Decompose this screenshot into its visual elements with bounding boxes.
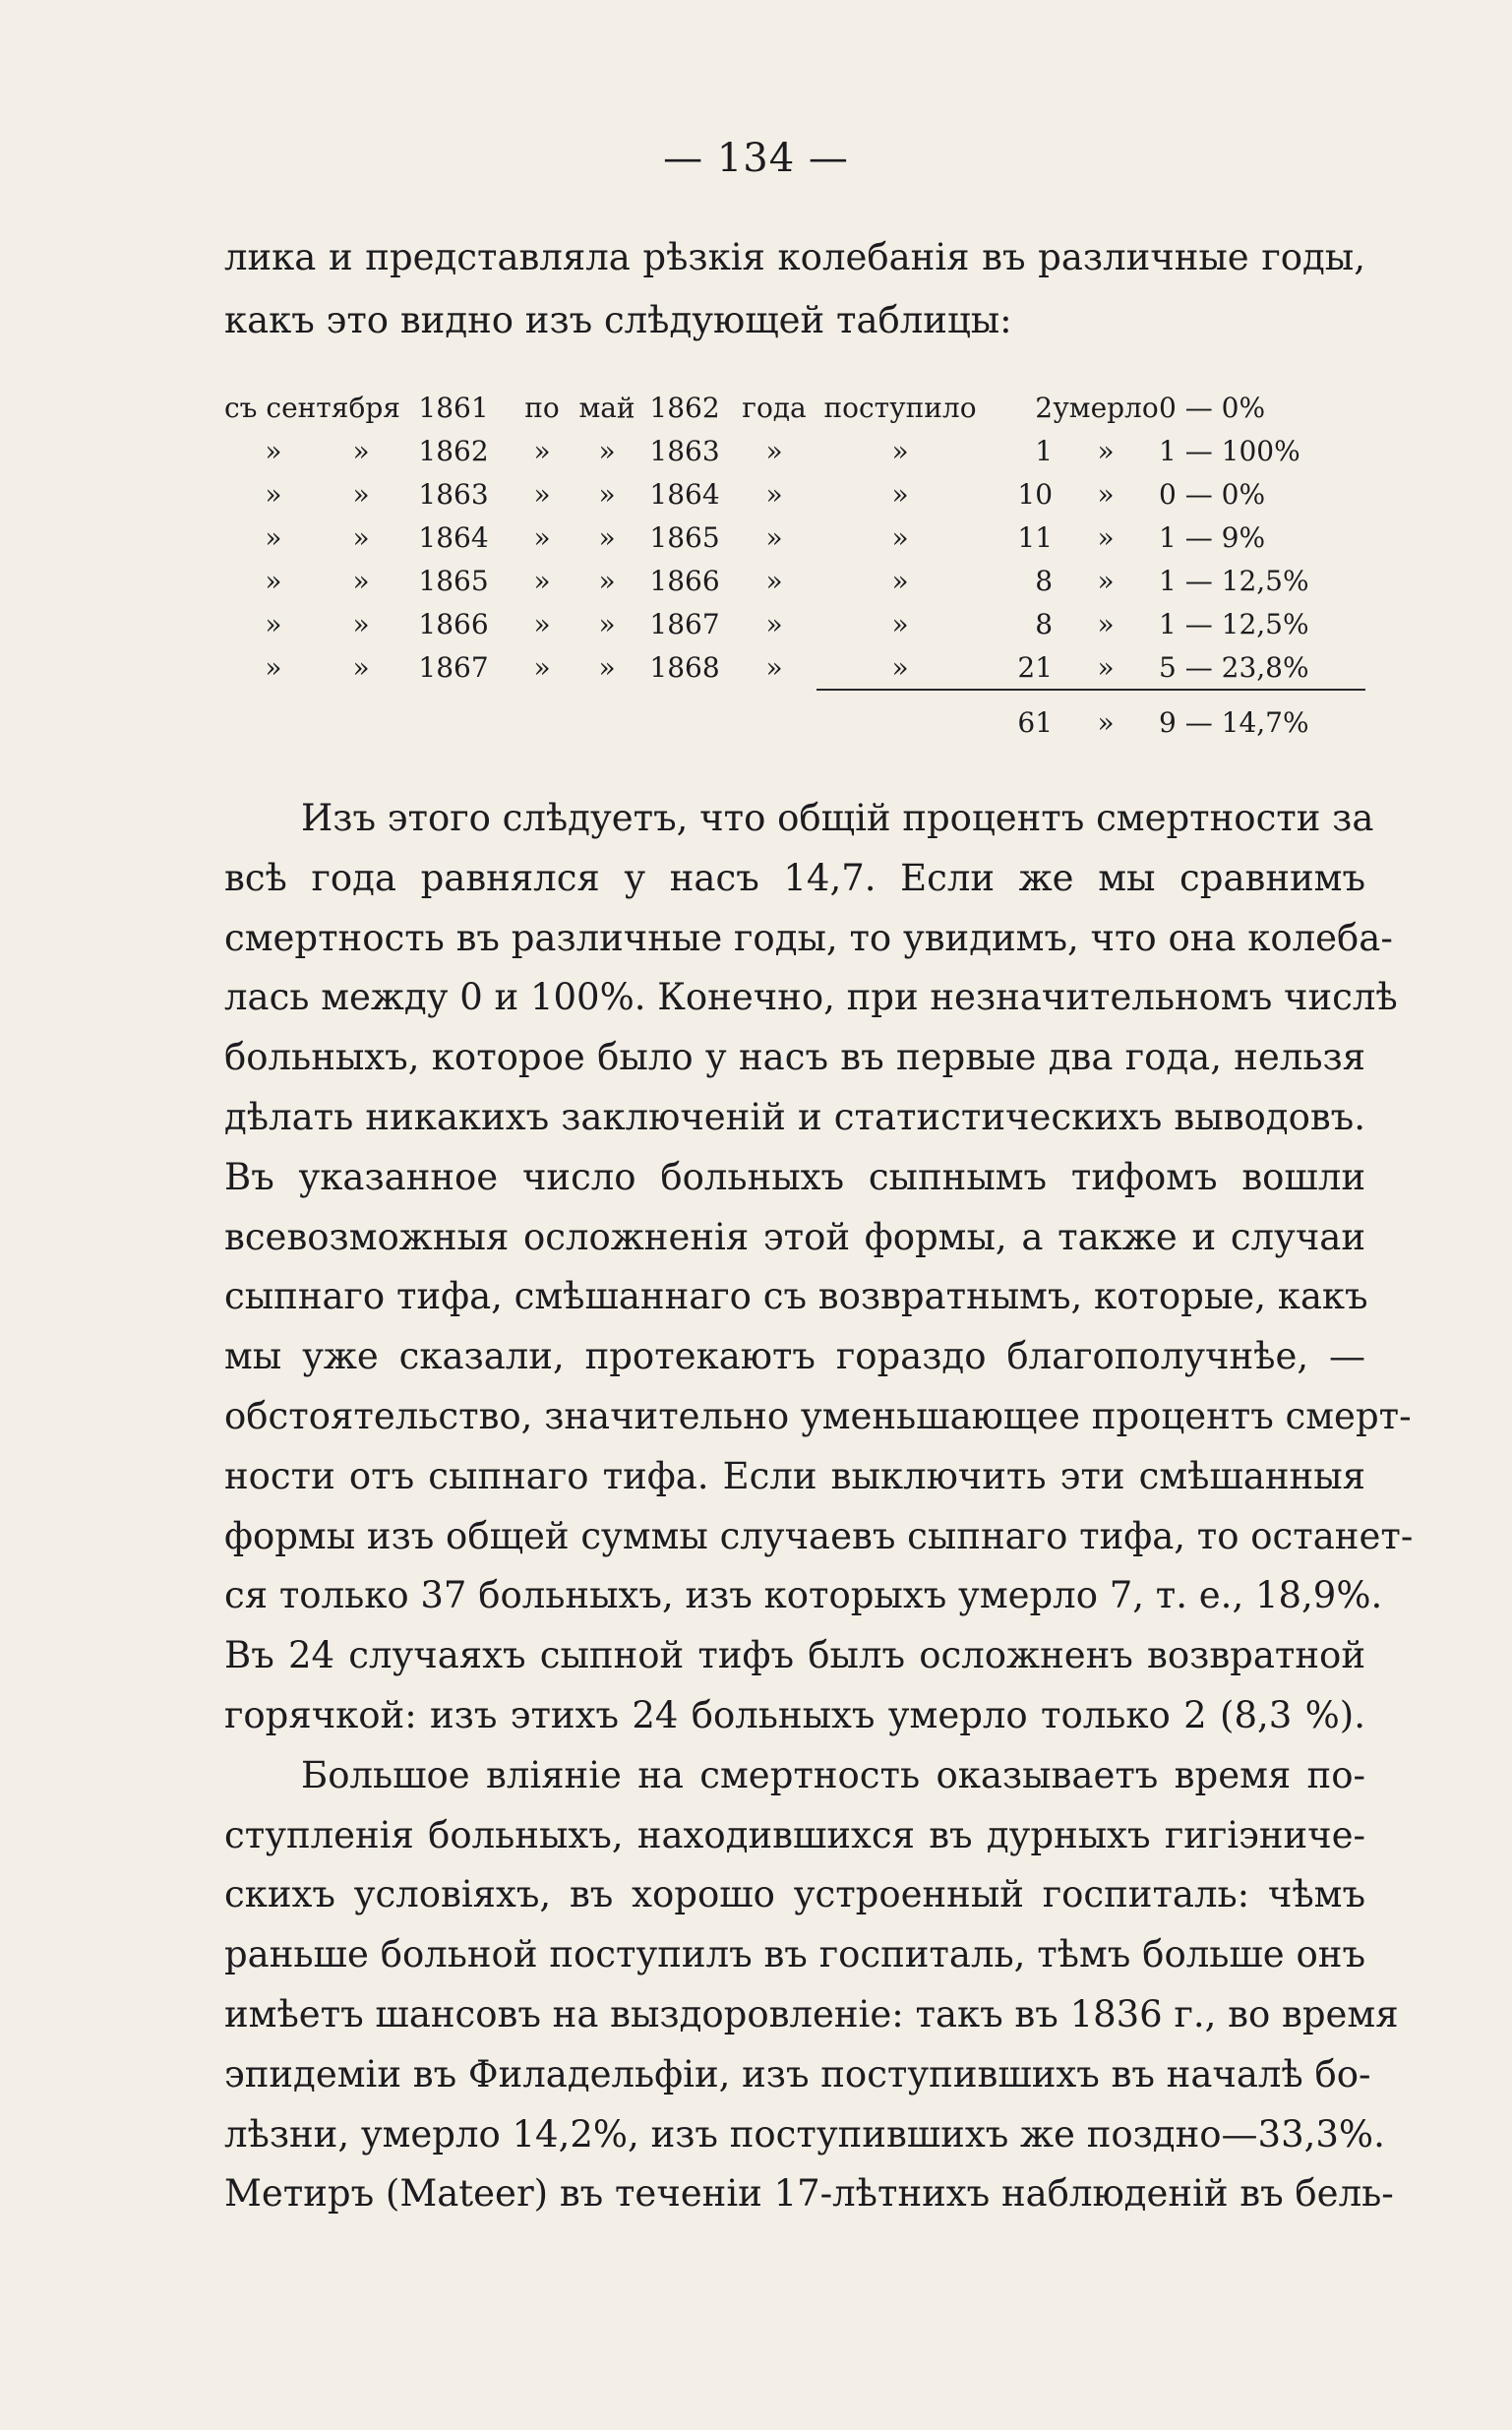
admitted-count: 10 xyxy=(1017,477,1054,511)
text-line: лась между 0 и 100%. Конечно, при незначительномъ числѣ xyxy=(224,976,1398,1019)
ditto-mark: » xyxy=(765,607,783,640)
period-from-label: съ сентября xyxy=(224,391,400,424)
died-percent: 0 — 0% xyxy=(1159,477,1266,511)
ditto-mark: » xyxy=(891,434,909,467)
text-line: дѣлать никакихъ заключеній и статистическихъ выводовъ. xyxy=(224,1095,1365,1138)
ditto-mark: » xyxy=(533,520,551,554)
died-percent: 5 — 23,8% xyxy=(1159,650,1309,684)
table-row xyxy=(224,472,1365,516)
body-paragraphs xyxy=(224,789,1414,2224)
ditto-mark: » xyxy=(265,477,282,511)
died-percent: 1 — 100% xyxy=(1159,434,1300,467)
text-line: Метиръ (Mateer) въ теченіи 17-лѣтнихъ наблюденій въ бель- xyxy=(224,2172,1394,2216)
ditto-mark: » xyxy=(1053,690,1159,748)
ditto-mark: » xyxy=(265,564,282,597)
start-year: 1866 xyxy=(418,607,489,640)
admitted-count: 2 xyxy=(1035,391,1054,424)
ditto-mark: года xyxy=(742,391,807,424)
text-line: лѣзни, умерло 14,2%, изъ поступившихъ же поздно—33,3%. xyxy=(224,2112,1385,2156)
text-line: ступленія больныхъ, находившихся въ дурныхъ гигіэниче- xyxy=(224,1813,1365,1856)
admitted-count: 21 xyxy=(1017,650,1054,684)
text-line: эпидеміи въ Филадельфіи, изъ поступившихъ въ началѣ бо- xyxy=(224,2052,1371,2096)
ditto-mark: » xyxy=(265,520,282,554)
ditto-mark: » xyxy=(265,607,282,640)
table-row xyxy=(224,559,1365,602)
text-line: всѣ года равнялся у насъ 14,7. Если же мы сравнимъ xyxy=(224,856,1365,899)
died-percent: 1 — 9% xyxy=(1159,520,1266,554)
ditto-mark: » xyxy=(1097,564,1115,597)
ditto-mark: » xyxy=(765,520,783,554)
ditto-mark: » xyxy=(1097,607,1115,640)
ditto-mark: » xyxy=(533,477,551,511)
end-year: 1866 xyxy=(649,564,720,597)
total-died-percent: 9 — 14,7% xyxy=(1159,690,1365,748)
start-year: 1861 xyxy=(418,391,489,424)
table-blank xyxy=(224,690,816,748)
ditto-mark: » xyxy=(765,651,783,684)
text-line: ности отъ сыпнаго тифа. Если выключить эти смѣшанныя xyxy=(224,1454,1365,1497)
text-line: лика и представляла рѣзкія колебанія въ различные годы, xyxy=(224,236,1365,278)
start-year: 1864 xyxy=(418,520,489,554)
ditto-mark: » xyxy=(265,434,282,467)
ditto-mark: » xyxy=(765,477,783,511)
ditto-mark: » xyxy=(765,434,783,467)
ditto-mark: » xyxy=(1097,434,1115,467)
ditto-mark: » xyxy=(352,651,370,684)
ditto-mark: » xyxy=(352,434,370,467)
end-year: 1865 xyxy=(649,520,720,554)
table-row xyxy=(224,516,1365,559)
total-admitted: 61 xyxy=(816,690,1053,748)
ditto-mark: » xyxy=(265,651,282,684)
admitted-count: 1 xyxy=(1035,434,1054,467)
ditto-mark: » xyxy=(352,520,370,554)
end-year: 1863 xyxy=(649,434,720,467)
text-line: смертность въ различные годы, то увидимъ, что она колеба- xyxy=(224,916,1393,959)
text-line: обстоятельство, значительно уменьшающее процентъ смерт- xyxy=(224,1394,1412,1437)
start-year: 1862 xyxy=(418,434,489,467)
text-line: формы изъ общей суммы случаевъ сыпнаго тифа, то останет- xyxy=(224,1514,1414,1557)
intro-paragraph xyxy=(224,226,1365,352)
table-row xyxy=(224,645,1365,690)
text-line: ся только 37 больныхъ, изъ которыхъ умерло 7, т. е., 18,9%. xyxy=(224,1574,1383,1617)
ditto-mark: поступило xyxy=(823,391,977,424)
ditto-mark: » xyxy=(891,650,909,684)
text-line: Въ 24 случаяхъ сыпной тифъ былъ осложненъ возвратной xyxy=(224,1634,1365,1677)
start-year: 1865 xyxy=(418,564,489,597)
ditto-mark: » xyxy=(533,434,551,467)
died-percent: 1 — 12,5% xyxy=(1159,564,1309,597)
ditto-mark: умерло xyxy=(1053,391,1159,424)
end-year: 1867 xyxy=(649,607,720,640)
text-line: сыпнаго тифа, смѣшаннаго съ возвратнымъ, которые, какъ xyxy=(224,1275,1368,1318)
ditto-mark: » xyxy=(598,520,616,554)
text-line: Въ указанное число больныхъ сыпнымъ тифомъ вошли xyxy=(224,1155,1365,1198)
ditto-mark: » xyxy=(352,477,370,511)
ditto-mark: » xyxy=(533,564,551,597)
ditto-mark: » xyxy=(1097,477,1115,511)
text-line: какъ это видно изъ слѣдующей таблицы: xyxy=(224,299,1012,341)
ditto-mark: май xyxy=(578,391,635,424)
died-percent: 0 — 0% xyxy=(1159,391,1266,424)
text-line: скихъ условіяхъ, въ хорошо устроенный госпиталь: чѣмъ xyxy=(224,1873,1365,1916)
end-year: 1864 xyxy=(649,477,720,511)
ditto-mark: » xyxy=(598,651,616,684)
text-line: больныхъ, которое было у насъ въ первые два года, нельзя xyxy=(224,1036,1365,1079)
start-year: 1863 xyxy=(418,477,489,511)
end-year: 1868 xyxy=(649,651,720,684)
died-percent: 1 — 12,5% xyxy=(1159,607,1309,640)
end-year: 1862 xyxy=(649,391,720,424)
admitted-count: 8 xyxy=(1035,564,1054,597)
ditto-mark: » xyxy=(891,477,909,511)
text-line: Большое вліяніе на смертность оказываетъ время по- xyxy=(301,1753,1365,1796)
text-line: всевозможныя осложненія этой формы, а также и случаи xyxy=(224,1215,1365,1258)
table-total-row xyxy=(224,690,1365,748)
ditto-mark: » xyxy=(891,607,909,640)
start-year: 1867 xyxy=(418,651,489,684)
table-row xyxy=(224,602,1365,645)
ditto-mark: » xyxy=(891,564,909,597)
table-row xyxy=(224,429,1365,472)
ditto-mark: » xyxy=(352,564,370,597)
ditto-mark: » xyxy=(765,564,783,597)
ditto-mark: » xyxy=(598,564,616,597)
text-line: мы уже сказали, протекаютъ гораздо благополучнѣе, — xyxy=(224,1335,1365,1378)
ditto-mark: » xyxy=(1097,650,1115,684)
ditto-mark: » xyxy=(891,520,909,554)
admitted-count: 11 xyxy=(1017,520,1054,554)
admitted-count: 8 xyxy=(1035,607,1054,640)
table-row xyxy=(224,386,1365,429)
ditto-mark: » xyxy=(533,651,551,684)
ditto-mark: » xyxy=(598,477,616,511)
ditto-mark: » xyxy=(533,607,551,640)
text-line: раньше больной поступилъ въ госпиталь, тѣмъ больше онъ xyxy=(224,1933,1365,1976)
ditto-mark: по xyxy=(524,391,560,424)
text-line: Изъ этого слѣдуетъ, что общій процентъ смертности за xyxy=(301,797,1374,839)
ditto-mark: » xyxy=(352,607,370,640)
ditto-mark: » xyxy=(1097,520,1115,554)
ditto-mark: » xyxy=(598,607,616,640)
text-line: горячкой: изъ этихъ 24 больныхъ умерло только 2 (8,3 %). xyxy=(224,1693,1365,1736)
ditto-mark: » xyxy=(598,434,616,467)
mortality-table xyxy=(224,386,1365,748)
text-line: имѣетъ шансовъ на выздоровленіе: такъ въ 1836 г., во время xyxy=(224,1992,1399,2035)
page-number: — 134 — xyxy=(663,136,849,181)
